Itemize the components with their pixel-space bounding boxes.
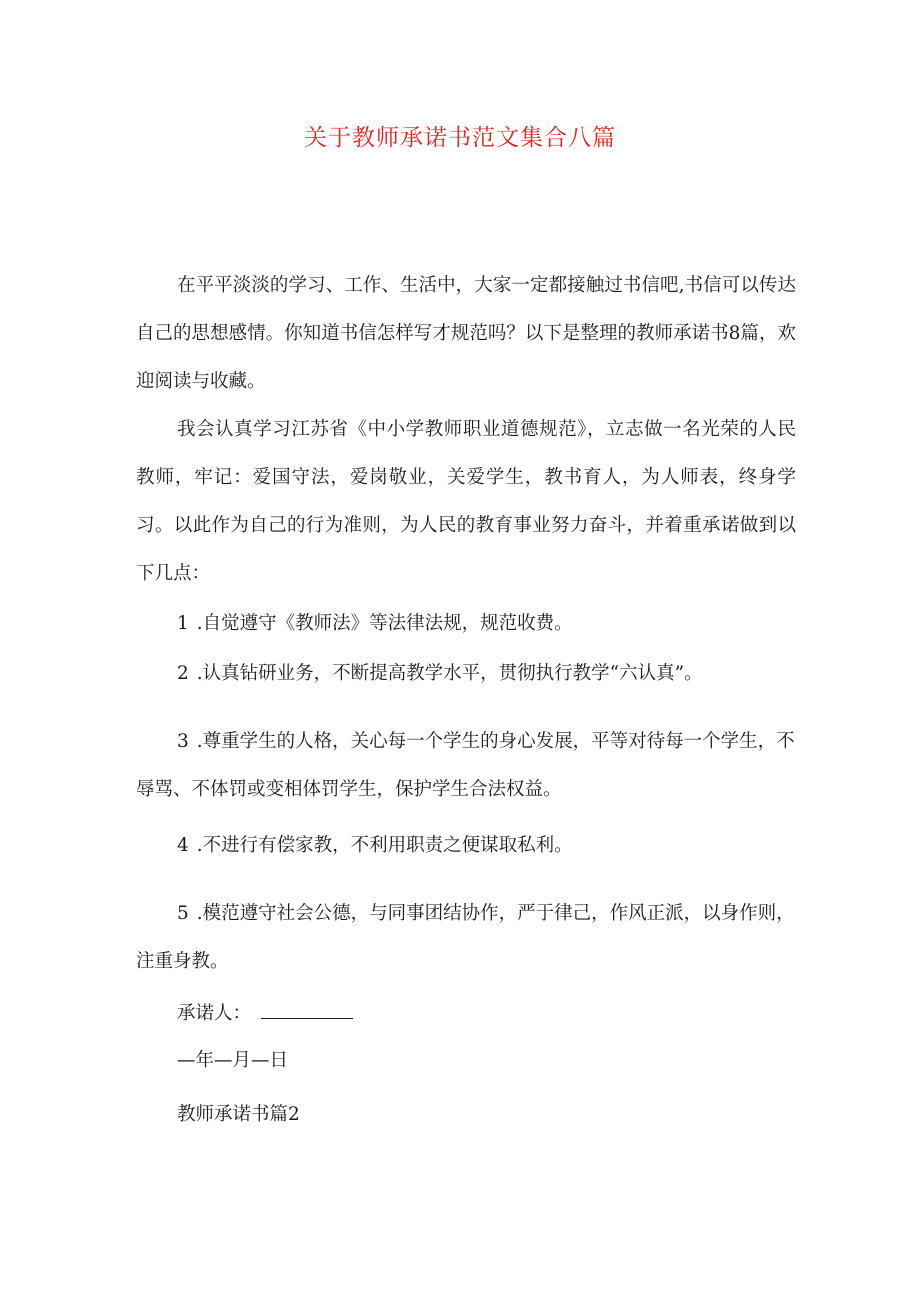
document-title: 关于教师承诺书范文集合八篇 [304, 125, 616, 151]
intro-paragraph: 在平平淡淡的学习、工作、生活中，大家一定都接触过书信吧,书信可以传达自己的思想感情。你知道书信怎样写才规范吗？以下是整理的教师承诺书8篇，欢迎阅读与收藏。 [136, 275, 796, 392]
item-text: .尊重学生的人格，关心每一个学生的身心发展，平等对待每一个学生，不辱骂、不体罚或变相体罚学生，保护学生合法权益。 [136, 731, 795, 800]
signature-line [261, 998, 353, 1019]
pledge-item [136, 600, 796, 648]
item-number: 4 [177, 835, 189, 856]
pledge-item [136, 718, 796, 814]
item-text: .认真钻研业务，不断提高教学水平，贯彻执行教学“六认真”。 [196, 663, 703, 684]
date-line: —年—月—日 [177, 1050, 289, 1071]
pledge-intro-paragraph: 我会认真学习江苏省《中小学教师职业道德规范》，立志做一名光荣的人民教师，牢记：爱国守法，爱岗敬业，关爱学生，教书育人，为人师表，终身学习。以此作为自己的行为准则，为人民的教育事业努力奋斗，并着重承诺做到以下几点： [136, 419, 796, 584]
pledge-item [136, 822, 796, 870]
item-number: 2 [177, 663, 189, 684]
next-section-heading: 教师承诺书篇2 [177, 1104, 300, 1125]
item-text: .自觉遵守《教师法》等法律法规，规范收费。 [196, 613, 573, 634]
item-number: 1 [177, 613, 189, 634]
pledge-item [136, 890, 796, 986]
item-text: .不进行有偿家教，不利用职责之便谋取私利。 [196, 835, 573, 856]
signer-label: 承诺人： [177, 1003, 252, 1024]
signer-row [177, 998, 353, 1029]
item-text: .模范遵守社会公德，与同事团结协作，严于律己，作风正派，以身作则，注重身教。 [136, 903, 795, 972]
item-number: 5 [177, 903, 189, 924]
item-number: 3 [177, 731, 189, 752]
pledge-item [136, 650, 796, 698]
